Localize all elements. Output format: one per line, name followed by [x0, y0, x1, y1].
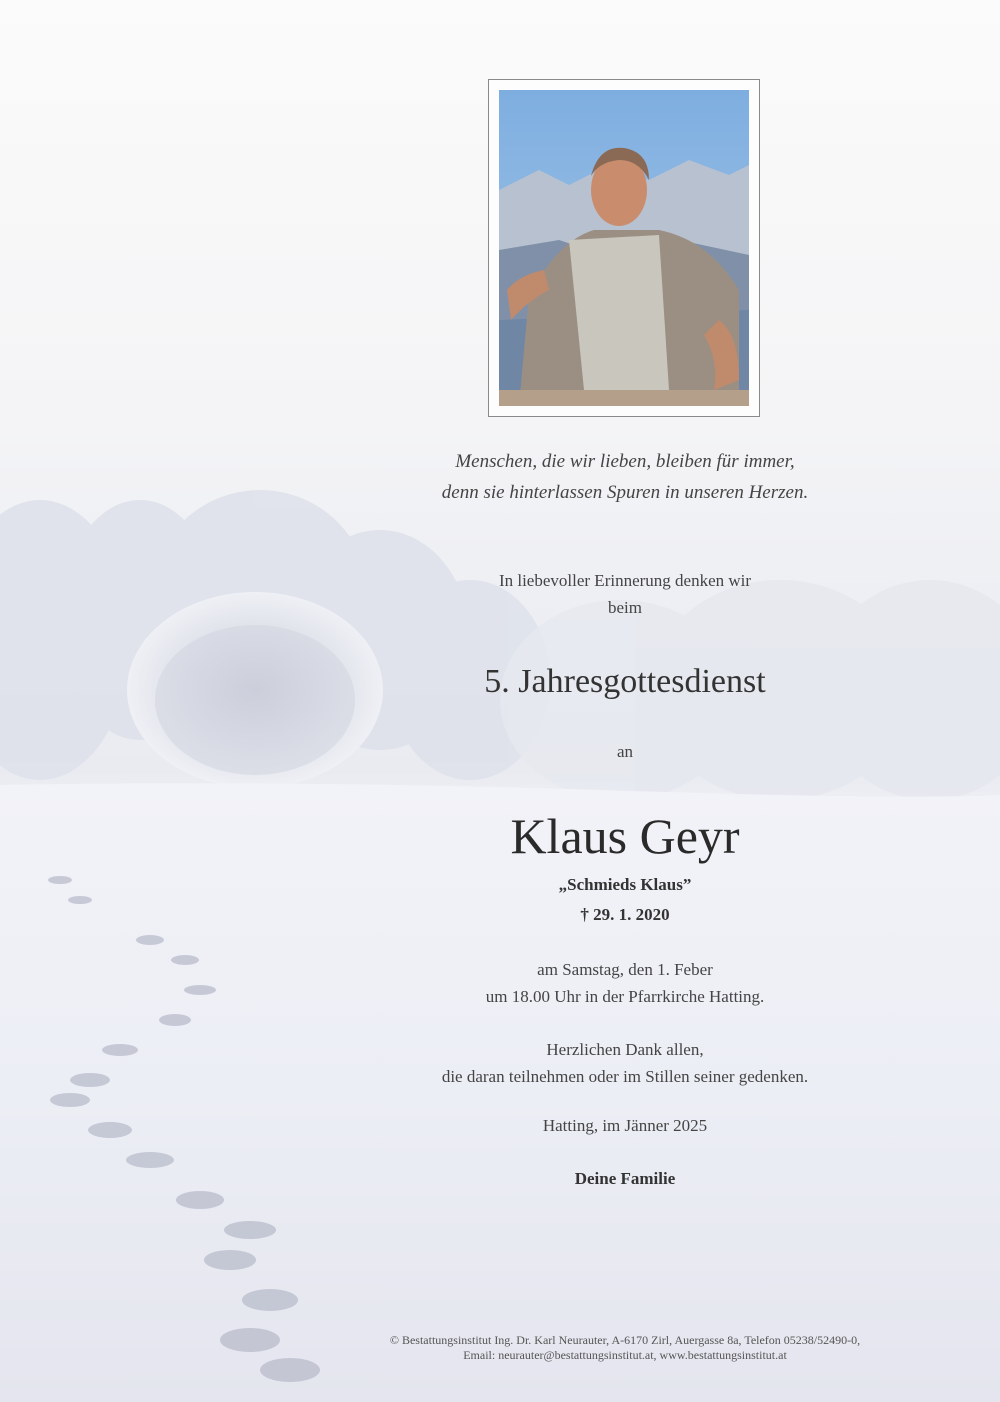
service-title: 5. Jahresgottesdienst	[484, 663, 766, 700]
thanks-line: Herzlichen Dank allen,	[546, 1040, 704, 1059]
service-location-line: um 18.00 Uhr in der Pfarrkirche Hatting.	[485, 987, 765, 1006]
deceased-nickname: „Schmieds Klaus”	[558, 875, 692, 894]
footer-line: Email: neurauter@bestattungsinstitut.at, www.bestattungsinstitut.at	[463, 1348, 787, 1362]
intro-line: In liebevoller Erinnerung denken wir	[498, 571, 752, 590]
service-date-line: am Samstag, den 1. Feber	[537, 960, 713, 979]
quote-line: denn sie hinterlassen Spuren in unseren Herzen.	[441, 482, 809, 503]
funeral-home-footer	[250, 1333, 1000, 1363]
death-date: † 29. 1. 2020	[580, 905, 670, 924]
footer-line: © Bestattungsinstitut Ing. Dr. Karl Neurauter, A-6170 Zirl, Auergasse 8a, Telefon 05238/52490-0,	[389, 1333, 861, 1347]
preposition-text: an	[616, 742, 634, 761]
thanks-line: die daran teilnehmen oder im Stillen seiner gedenken.	[441, 1067, 809, 1086]
deceased-name: Klaus Geyr	[510, 808, 740, 864]
portrait-frame	[488, 79, 760, 417]
memorial-quote	[250, 446, 1000, 508]
portrait-photo	[499, 90, 749, 406]
signature: Deine Familie	[574, 1169, 676, 1188]
intro-text	[250, 567, 1000, 621]
quote-line: Menschen, die wir lieben, bleiben für immer,	[455, 451, 795, 472]
intro-line: beim	[608, 598, 642, 617]
service-details	[250, 956, 1000, 1010]
thanks-text	[250, 1036, 1000, 1090]
place-date: Hatting, im Jänner 2025	[542, 1116, 708, 1135]
